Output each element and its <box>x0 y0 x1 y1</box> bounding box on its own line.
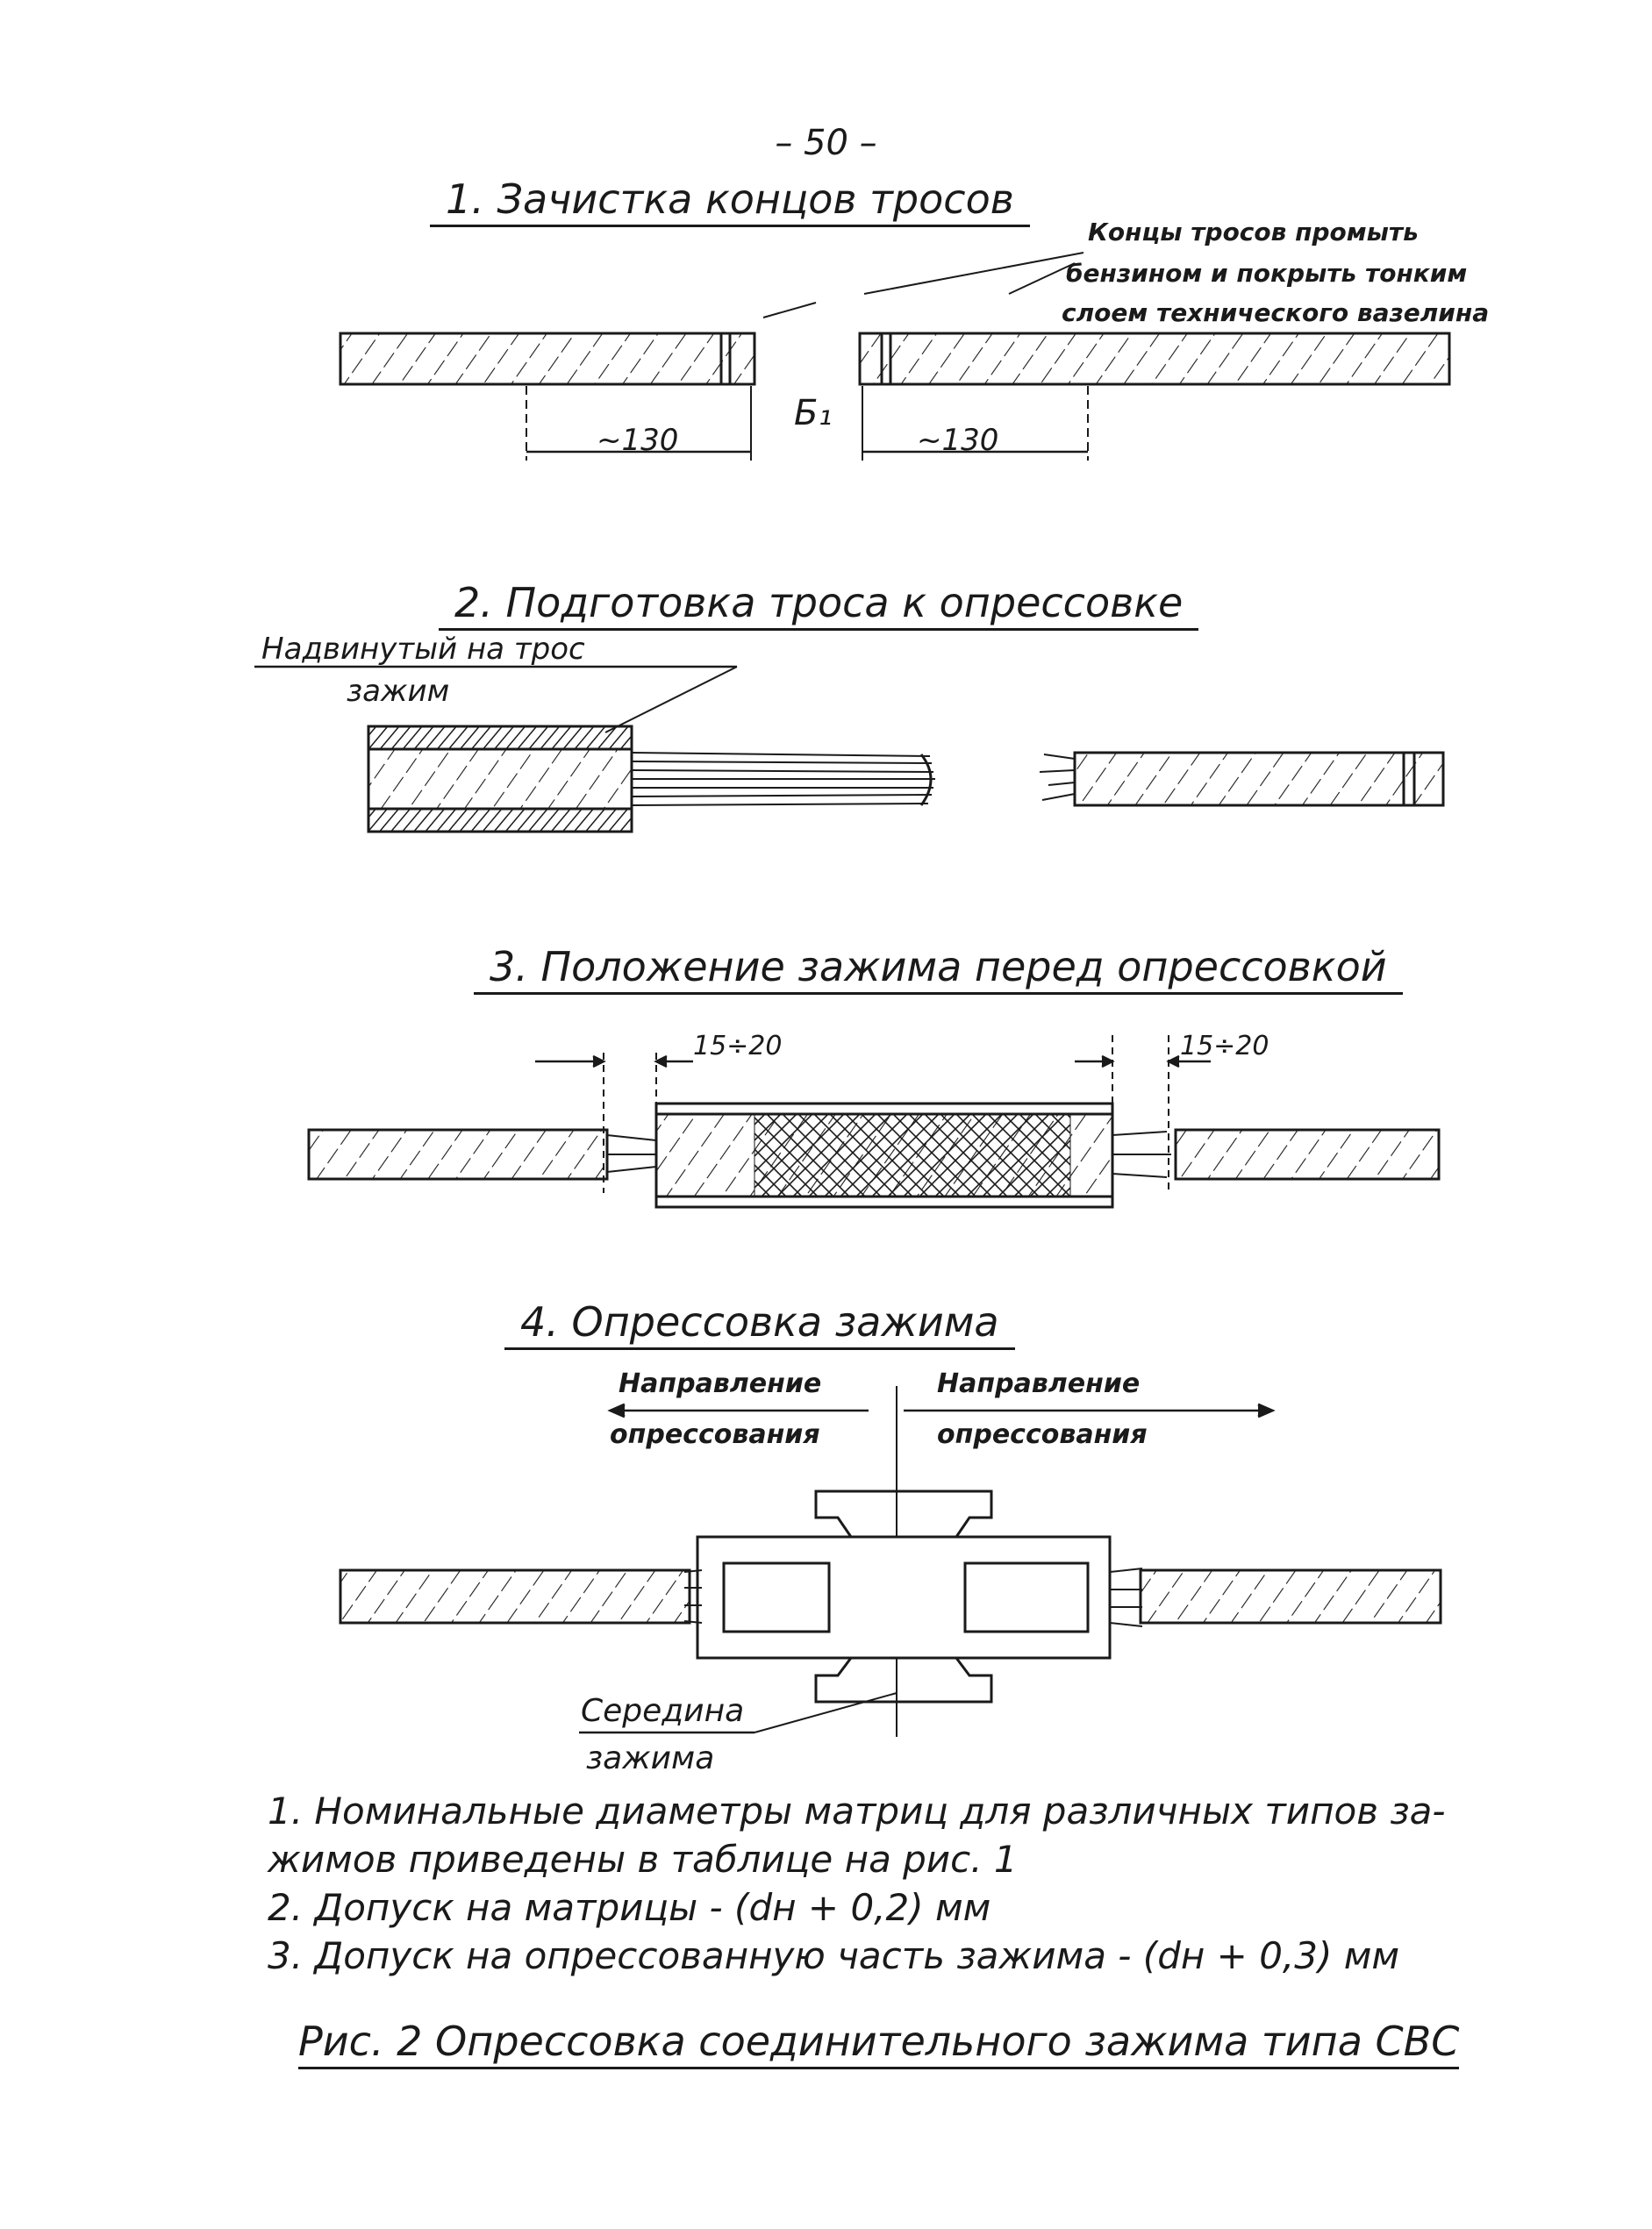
section4-dir-left-line2: опрессования <box>610 1419 820 1450</box>
section1-note-line2: бензином и покрыть тонким <box>1066 259 1468 288</box>
overlap-zone <box>754 1114 1070 1197</box>
clamp-body-s4 <box>697 1537 1110 1658</box>
sleeve-top-wall <box>368 726 632 749</box>
cable-core-inside <box>368 749 632 809</box>
section3-dim-left: 15÷20 <box>693 1031 783 1061</box>
section4-title: 4. Опрессовка зажима <box>504 1298 1015 1350</box>
section4-dir-right-line2: опрессования <box>937 1419 1148 1450</box>
section1-note-line3: слоем технического вазелина <box>1062 298 1490 327</box>
note-line-3: 2. Допуск на матрицы - (dн + 0,2) мм <box>268 1886 991 1929</box>
section4-middle-line2: зажима <box>586 1740 715 1776</box>
left-cable-s4 <box>340 1570 690 1623</box>
note-line-2: жимов приведены в таблице на рис. 1 <box>268 1838 1018 1881</box>
die-bottom <box>816 1658 991 1702</box>
section1-gap-label: Б₁ <box>794 393 833 433</box>
section1-title: 1. Зачистка концов тросов <box>430 175 1030 227</box>
right-cable-prepared <box>1075 753 1443 805</box>
section4-middle-line1: Середина <box>581 1693 745 1729</box>
right-cable-s4 <box>1141 1570 1441 1623</box>
exposed-strands <box>632 753 935 805</box>
right-cable-end <box>860 333 1449 384</box>
sleeve-bottom-wall <box>368 809 632 832</box>
section2-title: 2. Подготовка троса к опрессовке <box>439 579 1198 631</box>
note-line-4: 3. Допуск на опрессованную часть зажима - (dн + 0,3) мм <box>268 1934 1400 1977</box>
page-number: – 50 – <box>775 123 877 163</box>
frayed-strands <box>1040 754 1075 800</box>
left-cable-s3 <box>309 1130 607 1179</box>
section1-note-line1: Концы тросов промыть <box>1088 218 1419 246</box>
left-cable-end <box>340 333 754 384</box>
right-cable-s3 <box>1176 1130 1439 1179</box>
section4-drawing <box>340 1386 1441 1737</box>
section4-dir-left-line1: Направление <box>619 1368 822 1399</box>
section3-drawing <box>309 1035 1439 1207</box>
note-line-1: 1. Номинальные диаметры матриц для различных типов за- <box>268 1790 1446 1832</box>
section1-dim-left: ~130 <box>597 423 679 458</box>
section3-dim-right: 15÷20 <box>1180 1031 1269 1061</box>
section2-label-line1: Надвинутый на трос <box>261 632 585 667</box>
section1-dim-right: ~130 <box>917 423 999 458</box>
section4-dir-right-line1: Направление <box>937 1368 1141 1399</box>
figure-caption: Рис. 2 Опрессовка соединительного зажима типа СВС <box>298 2018 1459 2069</box>
die-top <box>816 1491 991 1537</box>
section2-label-line2: зажим <box>347 674 450 709</box>
section3-title: 3. Положение зажима перед опрессовкой <box>474 943 1403 995</box>
